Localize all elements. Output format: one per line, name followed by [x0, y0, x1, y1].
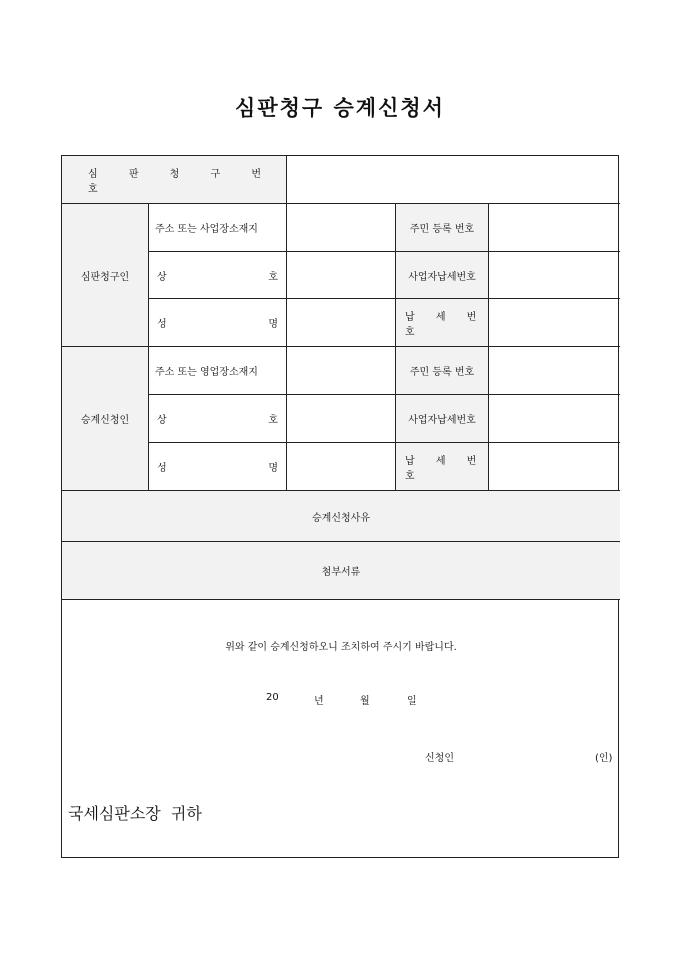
successor-company-value[interactable] — [287, 395, 396, 443]
successor-label — [62, 347, 149, 491]
petitioner-rrn-value[interactable] — [489, 204, 620, 252]
successor-taxno-label-text: 납 세 번 호 — [405, 455, 486, 482]
petitioner-address-label-text: 주소 또는 사업장소재지 — [155, 224, 258, 235]
successor-bizno-label — [396, 395, 489, 443]
application-form — [61, 155, 619, 858]
successor-name-label-a: 성 — [157, 463, 167, 474]
date-month-unit: 월 — [360, 696, 370, 707]
petitioner-rrn-label-text: 주민 등록 번호 — [409, 224, 475, 235]
petitioner-name-label-a: 성 — [157, 319, 167, 330]
succession-reason-section[interactable] — [62, 491, 620, 542]
petitioner-taxno-label — [396, 299, 489, 347]
successor-company-label-a: 상 — [157, 415, 167, 426]
document-title: 심판청구 승계신청서 — [235, 96, 445, 120]
attachments-section[interactable] — [62, 542, 620, 600]
petitioner-bizno-value[interactable] — [489, 252, 620, 299]
successor-name-label-b: 명 — [268, 463, 278, 474]
case-number-label — [62, 156, 287, 204]
successor-label-text: 승계신청인 — [80, 415, 130, 426]
successor-bizno-label-text: 사업자납세번호 — [408, 415, 476, 426]
successor-address-label-text: 주소 또는 영업장소재지 — [155, 367, 258, 378]
petitioner-rrn-label — [396, 204, 489, 252]
successor-rrn-label — [396, 347, 489, 395]
applicant-label: 신청인 — [425, 753, 454, 764]
petitioner-company-value[interactable] — [287, 252, 396, 299]
successor-bizno-value[interactable] — [489, 395, 620, 443]
seal-mark: (인) — [595, 753, 613, 764]
successor-company-label — [149, 395, 287, 443]
successor-name-value[interactable] — [287, 443, 396, 491]
date-day-unit: 일 — [407, 696, 417, 707]
petitioner-bizno-label-text: 사업자납세번호 — [408, 271, 476, 283]
case-number-value[interactable] — [287, 156, 620, 204]
petitioner-name-label — [149, 299, 287, 347]
successor-company-label-b: 호 — [268, 415, 278, 426]
petitioner-taxno-value[interactable] — [489, 299, 620, 347]
petitioner-company-label-a: 상 — [157, 271, 167, 283]
addressee: 국세심판소장 귀하 — [68, 804, 202, 823]
succession-reason-label: 승계신청사유 — [312, 512, 370, 524]
successor-taxno-value[interactable] — [489, 443, 620, 491]
successor-rrn-value[interactable] — [489, 347, 620, 395]
attachments-label: 첨부서류 — [321, 567, 361, 578]
successor-address-label — [149, 347, 287, 395]
petitioner-company-label-b: 호 — [268, 271, 278, 283]
date-year: 20 — [266, 692, 279, 703]
petitioner-taxno-label-text: 납 세 번 호 — [405, 311, 486, 338]
petitioner-name-value[interactable] — [287, 299, 396, 347]
successor-rrn-label-text: 주민 등록 번호 — [409, 367, 475, 378]
successor-taxno-label — [396, 443, 489, 491]
petitioner-label-text: 심판청구인 — [80, 271, 130, 283]
petitioner-company-label — [149, 252, 287, 299]
petitioner-bizno-label — [396, 252, 489, 299]
request-statement: 위와 같이 승계신청하오니 조치하여 주시기 바랍니다. — [225, 642, 457, 653]
petitioner-name-label-b: 명 — [268, 319, 278, 330]
successor-name-label — [149, 443, 287, 491]
date-year-unit: 년 — [314, 696, 324, 707]
case-number-label-text: 심 판 청 구 번 호 — [88, 168, 276, 195]
petitioner-address-label — [149, 204, 287, 252]
petitioner-label — [62, 204, 149, 347]
petitioner-address-value[interactable] — [287, 204, 396, 252]
successor-address-value[interactable] — [287, 347, 396, 395]
